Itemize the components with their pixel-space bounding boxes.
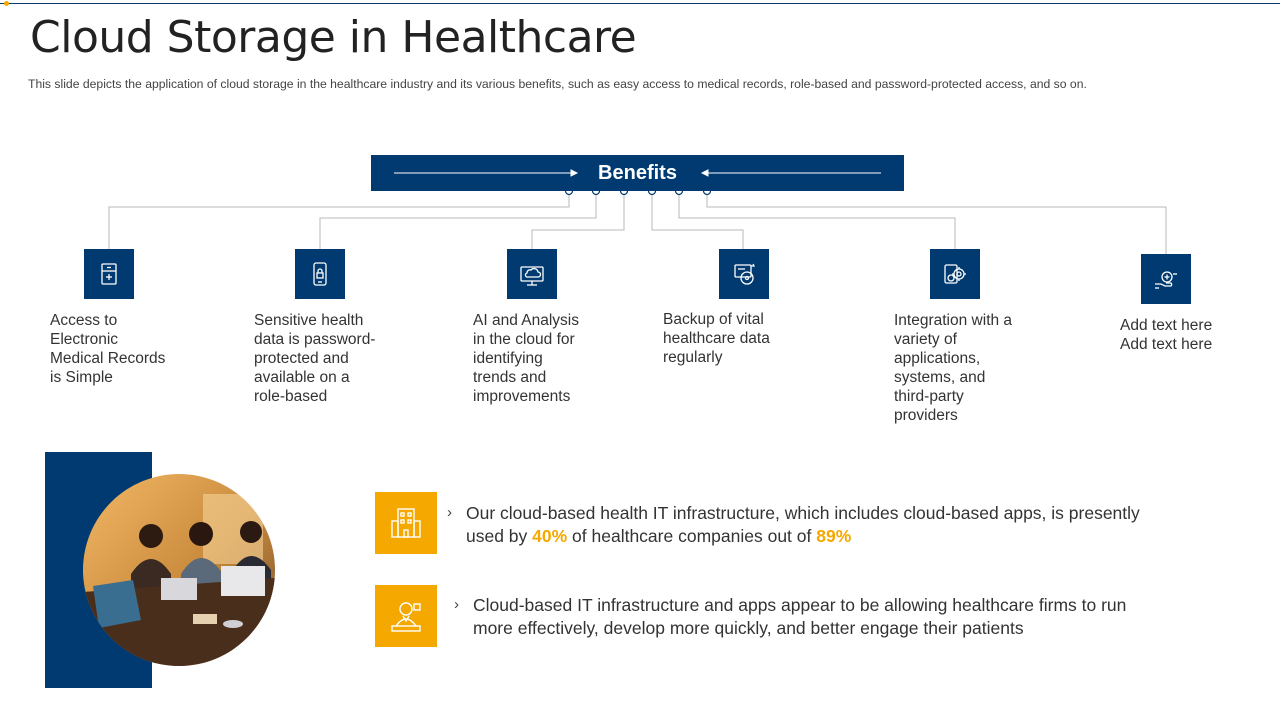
- benefit-6-line-1: Add text here: [1120, 317, 1213, 334]
- stat-1-line-2: [466, 525, 1140, 548]
- benefit-3-line-2: in the cloud for: [473, 331, 575, 348]
- top-accent-dot: [4, 1, 9, 6]
- benefit-5-line-4: systems, and: [894, 369, 986, 386]
- hospital-building-icon: [386, 503, 426, 543]
- benefit-1-line-2: Electronic: [50, 331, 119, 348]
- doctor-team-icon: [386, 596, 426, 636]
- benefit-5-line-2: variety of: [894, 331, 957, 348]
- benefits-header-bar: [371, 155, 904, 191]
- benefit-text-6: [1120, 316, 1212, 354]
- benefit-3-line-3: identifying: [473, 350, 543, 367]
- top-rule: [0, 3, 1280, 4]
- benefit-2-line-1: Sensitive health: [254, 312, 364, 329]
- stat-1-line-2-mid: of healthcare companies out of: [567, 526, 817, 546]
- cloud-analytics-icon: [517, 259, 547, 289]
- benefit-1-line-3: Medical Records: [50, 350, 166, 367]
- stat-2-chevron-icon: ›: [454, 596, 459, 613]
- benefits-label: Benefits: [598, 162, 677, 184]
- backup-disk-icon: [729, 259, 759, 289]
- benefit-3-line-1: AI and Analysis: [473, 312, 579, 329]
- medical-records-icon: [94, 259, 124, 289]
- benefit-3-line-5: improvements: [473, 388, 571, 405]
- benefit-text-4: [663, 310, 770, 367]
- benefit-5-line-5: third-party: [894, 388, 964, 405]
- benefit-icon-box-4: [719, 249, 769, 299]
- integration-gears-icon: [940, 259, 970, 289]
- stat-icon-box-1: [375, 492, 437, 554]
- benefit-4-line-3: regularly: [663, 349, 723, 366]
- stat-1-pct-89: 89%: [816, 526, 852, 546]
- benefit-text-2: [254, 311, 375, 406]
- stat-1-line-2-pre: used by: [466, 526, 533, 546]
- password-lock-icon: [305, 259, 335, 289]
- benefit-4-line-1: Backup of vital: [663, 311, 764, 328]
- benefit-6-line-2: Add text here: [1120, 336, 1213, 353]
- benefit-2-line-2: data is password-: [254, 331, 376, 348]
- stat-2-line-1: Cloud-based IT infrastructure and apps appear to be allowing healthcare firms to run: [473, 595, 1127, 615]
- stat-2-line-2: more effectively, develop more quickly, and better engage their patients: [473, 618, 1024, 638]
- stat-1-line-1: Our cloud-based health IT infrastructure, which includes cloud-based apps, is presently: [466, 503, 1140, 523]
- benefit-1-line-1: Access to: [50, 312, 118, 329]
- hand-care-icon: [1151, 264, 1181, 294]
- stat-1-text: [466, 502, 1140, 548]
- stat-1-pct-40: 40%: [532, 526, 568, 546]
- page-title: Cloud Storage in Healthcare: [30, 12, 637, 63]
- page-subtitle: This slide depicts the application of cloud storage in the healthcare industry and its various benefits, such as easy access to medical records, role-based and password-protected access, and so on.: [28, 77, 1087, 91]
- benefit-text-5: [894, 311, 1012, 425]
- benefit-icon-box-5: [930, 249, 980, 299]
- benefit-4-line-2: healthcare data: [663, 330, 770, 347]
- benefit-5-line-3: applications,: [894, 350, 981, 367]
- benefit-text-3: [473, 311, 579, 406]
- benefit-2-line-3: protected and: [254, 350, 349, 367]
- stat-1-chevron-icon: ›: [447, 504, 452, 521]
- benefit-2-line-4: available on a: [254, 369, 350, 386]
- benefit-2-line-5: role-based: [254, 388, 328, 405]
- benefit-icon-box-2: [295, 249, 345, 299]
- benefit-icon-box-6: [1141, 254, 1191, 304]
- benefit-5-line-6: providers: [894, 407, 958, 424]
- benefit-5-line-1: Integration with a: [894, 312, 1013, 329]
- benefit-3-line-4: trends and: [473, 369, 547, 386]
- meeting-photo: [83, 474, 275, 666]
- benefit-icon-box-1: [84, 249, 134, 299]
- benefit-1-line-4: is Simple: [50, 369, 113, 386]
- meeting-photo-illustration: [83, 474, 275, 666]
- benefit-icon-box-3: [507, 249, 557, 299]
- stat-2-text: [473, 594, 1126, 640]
- benefit-text-1: [50, 311, 165, 387]
- stat-icon-box-2: [375, 585, 437, 647]
